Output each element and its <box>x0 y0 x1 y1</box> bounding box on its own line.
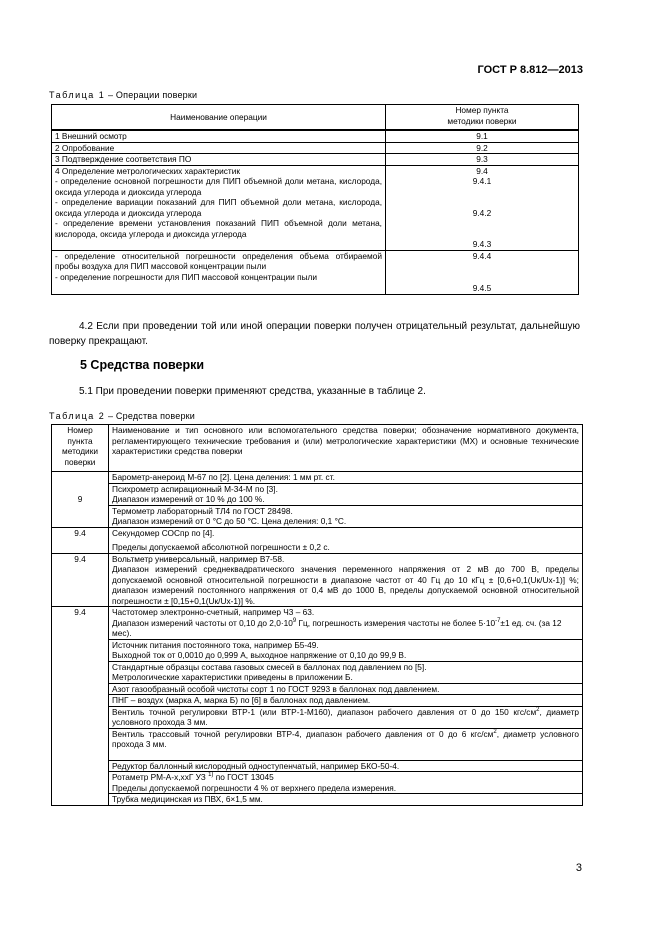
header-item-number-line2: методики поверки <box>447 115 517 126</box>
means-line: Диапазон измерений частоты от 0,10 до $2,0\cdot 10^9$ Гц, погрешность измерения частоты не более $5\cdot 10^{-7}\pm 1$ ед. сч. (за 12 мес). <box>112 617 562 638</box>
table-row <box>52 683 583 695</box>
table-row <box>52 142 579 154</box>
table-row <box>52 695 583 707</box>
row-number <box>386 165 579 250</box>
row-means <box>109 772 583 794</box>
table-row <box>52 607 583 640</box>
row-number: 9.3 <box>386 154 579 166</box>
table2-caption-title: Средства поверки <box>115 411 196 421</box>
row-means: Вентиль точной регулировки ВТР-1 (или ВТР-1-М160), диапазон рабочего давления от 0 до 150 кгс/$см^2$, диаметр условного прохода 3 мм. <box>109 706 583 728</box>
means-line: Секундомер СОСпр по [4]. <box>112 527 215 538</box>
row-sub-item: - определение относительной погрешности определения объема отбираемой пробы воздуха для ПИП массовой концентрации пыли <box>55 250 382 271</box>
row-number: 9 <box>52 472 109 528</box>
document-id: ГОСТ Р 8.812—2013 <box>477 64 583 76</box>
header-item-number: Номер пункта методики поверки <box>52 425 109 472</box>
table1-caption-dash: – <box>108 90 114 100</box>
row-name: 1 Внешний осмотр <box>52 130 386 142</box>
table-row <box>52 130 579 142</box>
row-sub-item: - определение погрешности для ПИП массовой концентрации пыли <box>55 271 318 282</box>
row-number-sub: 9.4.3 <box>472 239 492 249</box>
table2-caption-label: Таблица 2 <box>49 411 106 421</box>
row-name: 3 Подтверждение соответствия ПО <box>52 154 386 166</box>
operations-table <box>51 104 579 295</box>
row-means: Трубка медицинская из ПВХ, 6×1,5 мм. <box>109 794 583 806</box>
row-means <box>109 661 583 683</box>
header-operation-name: Наименование операции <box>52 105 386 131</box>
header-means-description: Наименование и тип основного или вспомогательного средства поверки; обозначение нормативного документа, регламентирующего технические требования и (или) метрологические характеристики (МХ) и основные технические характеристики средства поверки <box>109 425 583 472</box>
table-row <box>52 728 583 760</box>
row-number <box>386 250 579 295</box>
table1-caption <box>49 90 197 100</box>
table-row <box>52 505 583 527</box>
means-line: Диапазон измерений от 0 °С до 50 °С. Цена деления: 0,1 °С. <box>112 516 347 526</box>
row-means <box>109 553 583 607</box>
table1-caption-title: Операции поверки <box>115 90 198 100</box>
means-line: Выходной ток от 0,0010 до 0,999 А, выходное напряжение от 0,10 до 99,9 В. <box>112 650 407 660</box>
paragraph-5-1: 5.1 При проведении поверки применяют средства, указанные в таблице 2. <box>79 386 426 397</box>
means-line: Термометр лабораторный ТЛ4 по ГОСТ 28498. <box>112 505 293 516</box>
table2-caption-dash: – <box>108 411 114 421</box>
row-means: Барометр-анероид М-67 по [2]. Цена деления: 1 мм рт. ст. <box>109 472 583 484</box>
table-row <box>52 661 583 683</box>
row-sub-item: - определение вариации показаний для ПИП объемной доли метана, кислорода, оксида углерода и диоксида углерода <box>55 197 382 218</box>
table-header-row <box>52 425 583 472</box>
table-row <box>52 553 583 607</box>
header-item-number <box>386 105 579 131</box>
means-line: Стандартные образцы состава газовых смесей в баллонах под давлением по [5]. <box>112 661 427 672</box>
row-name: 2 Опробование <box>52 142 386 154</box>
table-row <box>52 250 579 295</box>
means-line: Диапазон измерений от 10 % до 100 %. <box>112 494 265 504</box>
row-number-sub: 9.4.1 <box>472 176 492 186</box>
table-row <box>52 154 579 166</box>
row-number: 9.4 <box>52 553 109 607</box>
row-number: 9.4 <box>52 607 109 806</box>
row-number-sub: 9.4.5 <box>472 283 492 293</box>
table-row <box>52 483 583 505</box>
table-row <box>52 472 583 484</box>
row-means <box>109 527 583 553</box>
table-row <box>52 772 583 794</box>
table-header-row <box>52 105 579 131</box>
row-means <box>109 639 583 661</box>
row-means <box>109 483 583 505</box>
row-means: ПНГ – воздух (марка А, марка Б) по [6] в баллонах под давлением. <box>109 695 583 707</box>
section-5-title: 5 Средства поверки <box>80 358 205 372</box>
table-row <box>52 760 583 772</box>
row-means: Вентиль трассовый точной регулировки ВТР-4, диапазон рабочего давления от 0 до 6 кгс/$см^2$, диаметр условного прохода 3 мм. <box>109 728 583 760</box>
means-line: Психрометр аспирационный М-34-М по [3]. <box>112 483 278 494</box>
row-sub-item: - определение времени установления показаний ПИП объемной доли метана, кислорода, оксида углерода и диоксида углерода <box>55 218 382 239</box>
paragraph-4-2: 4.2 Если при проведении той или иной операции поверки получен отрицательный результат, дальнейшую поверку прекращают. <box>49 321 580 347</box>
row-means <box>109 607 583 640</box>
means-line: Метрологические характеристики приведены в приложении Б. <box>112 672 353 682</box>
means-line: Вольтметр универсальный, например В7-58. <box>112 553 285 564</box>
header-item-number-line1: Номер пункта <box>455 105 509 115</box>
page-number: 3 <box>575 862 582 874</box>
means-line: Источник питания постоянного тока, например Б5-49. <box>112 639 319 650</box>
row-number-sub: 9.4.2 <box>472 207 492 218</box>
means-line: Частотомер электронно-счетный, например Ч3 – 63. <box>112 607 315 617</box>
verification-means-table <box>51 424 583 806</box>
row-means <box>109 505 583 527</box>
table-row <box>52 527 583 553</box>
means-line: Ротаметр РМ-А-х,ххГ УЗ $^{1)}$ по ГОСТ 13045 <box>112 772 274 782</box>
row-name <box>52 165 386 250</box>
row-name-main: 4 Определение метрологических характеристик <box>55 165 240 176</box>
row-number: 9.2 <box>386 142 579 154</box>
row-number-main: 9.4 <box>476 165 488 176</box>
table2-caption <box>49 411 195 421</box>
means-line: Диапазон измерений среднеквадратического значения переменного напряжения от 2 мВ до 700 В, пределы допускаемой основной относительной погрешности в диапазоне частот от 40 Гц до 10 кГц ± [0,6+0,1(Uк/Ux-1)] %; диапазон измерений постоянного напряжения от 0,4 мВ до 1000 В, пределы допускаемой основной относительной погрешности ± [0,15+0,1(Uк/Ux-1)] %. <box>112 564 579 606</box>
row-number: 9.1 <box>386 130 579 142</box>
row-name <box>52 250 386 295</box>
row-number-sub: 9.4.4 <box>472 250 492 261</box>
row-means: Редуктор баллонный кислородный одноступенчатый, например БКО-50-4. <box>109 760 583 772</box>
means-line: Пределы допускаемой погрешности 4 % от верхнего предела измерения. <box>112 782 397 793</box>
row-number: 9.4 <box>52 527 109 553</box>
table-row <box>52 639 583 661</box>
table-row <box>52 706 583 728</box>
table1-caption-label: Таблица 1 <box>49 90 106 100</box>
row-sub-item: - определение основной погрешности для ПИП объемной доли метана, кислорода, оксида углерода и диоксида углерода <box>55 176 382 197</box>
means-line: Пределы допускаемой абсолютной погрешности ± 0,2 с. <box>112 542 330 552</box>
table-row <box>52 794 583 806</box>
row-means: Азот газообразный особой чистоты сорт 1 по ГОСТ 9293 в баллонах под давлением. <box>109 683 583 695</box>
table-row <box>52 165 579 250</box>
